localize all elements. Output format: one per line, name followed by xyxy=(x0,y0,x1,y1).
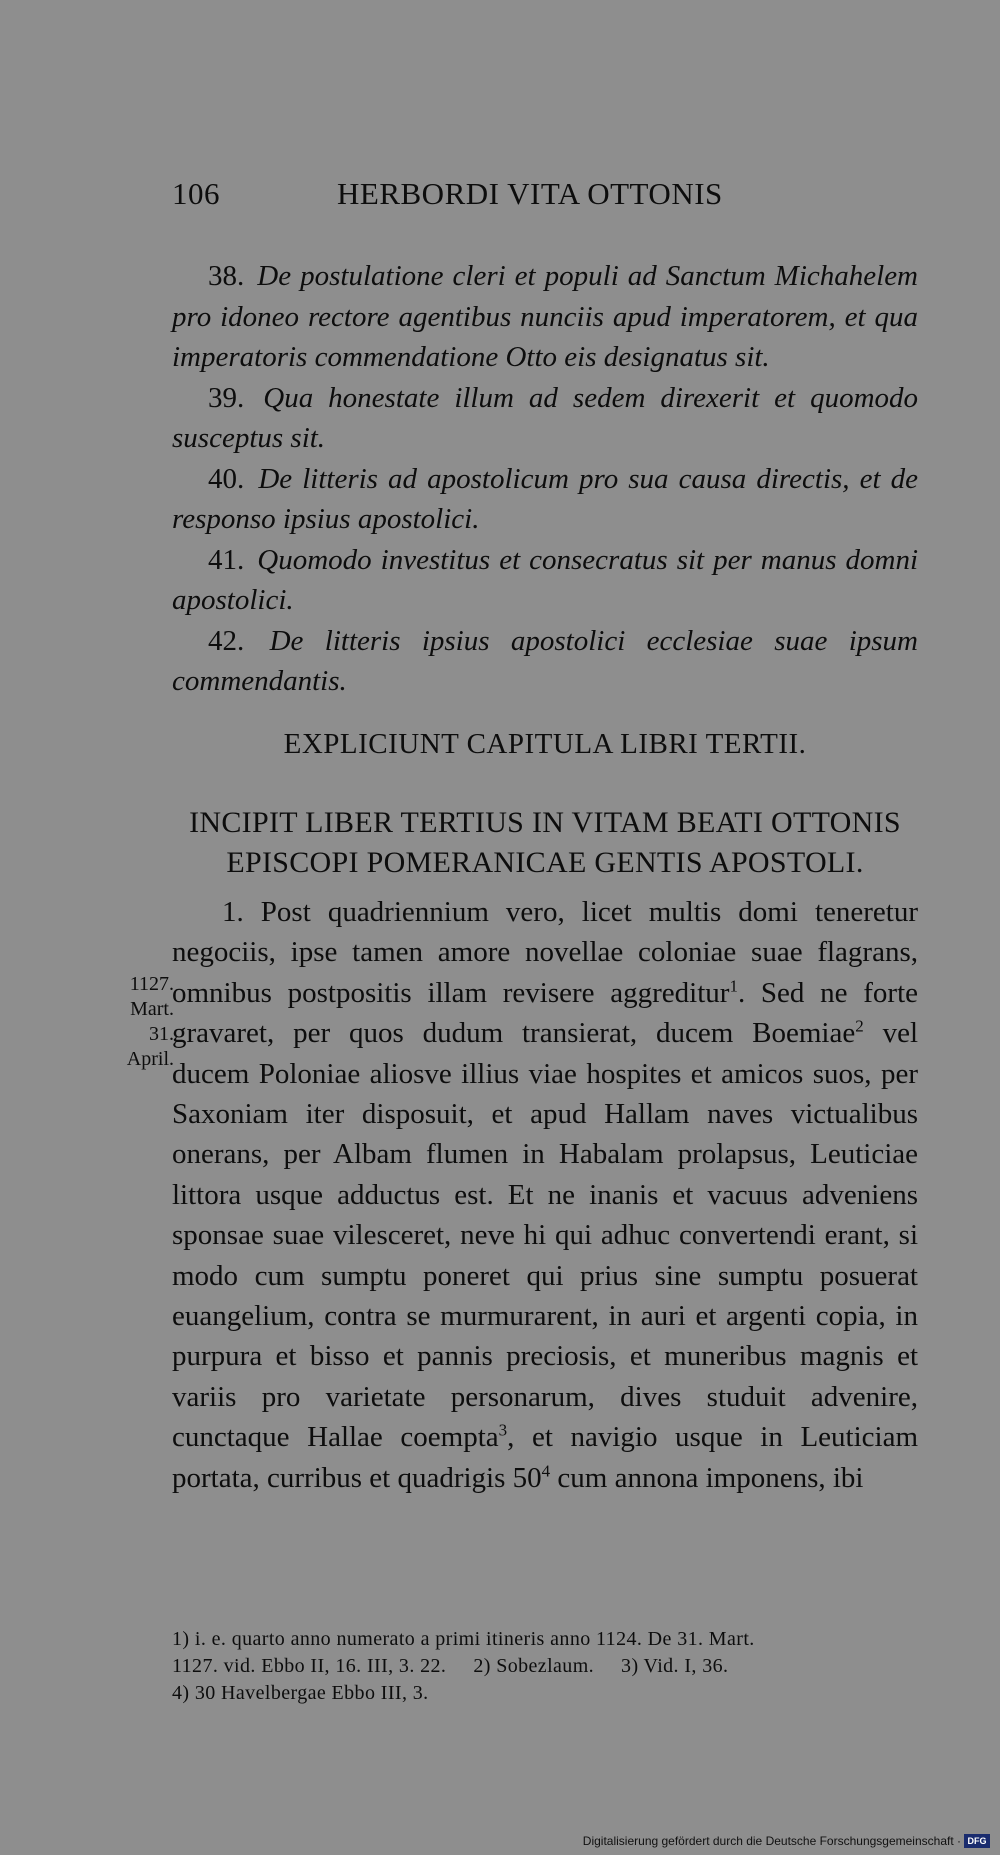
dfg-logo-icon: DFG xyxy=(964,1834,990,1848)
margin-month: Mart. xyxy=(130,998,174,1020)
chapter-title: Quomodo investitus et consecratus sit per manus domni apostolici. xyxy=(172,543,919,616)
chapter-title: De postulatione cleri et populi ad Sanctum Michahelem pro idoneo rectore agentibus nunciis apud imperatorem, et qua imperatoris commendatione Otto eis designatus sit. xyxy=(172,260,919,373)
explicit-heading: EXPLICIUNT CAPITULA LIBRI TERTII. xyxy=(283,728,807,760)
chapter-title: Qua honestate illum ad sedem direxerit et quomodo susceptus sit. xyxy=(172,381,919,454)
chapter-number: 41. xyxy=(208,543,245,576)
text-run: 1. Post quadriennium vero, licet multis domi teneretur negociis, ipse tamen amore novellae coloniae suae flagrans, omnibus postpositis illam revisere aggreditur xyxy=(172,896,918,1009)
chapter-number: 40. xyxy=(208,462,245,495)
margin-month-2: April. xyxy=(126,1048,174,1070)
footnote-ref: 3 xyxy=(498,1420,508,1440)
book-heading-line-1: INCIPIT LIBER TERTIUS IN VITAM BEATI OTTONIS xyxy=(189,806,901,839)
chapter-number: 39. xyxy=(208,381,245,414)
footnote-line: 1) i. e. quarto anno numerato a primi itineris anno 1124. De 31. Mart. xyxy=(172,1628,755,1650)
page-number: 106 xyxy=(172,176,220,211)
footnote-line: 1127. vid. Ebbo II, 16. III, 3. 22. 2) Sobezlaum. 3) Vid. I, 36. xyxy=(172,1655,729,1677)
digitization-footer xyxy=(583,1831,990,1851)
chapter-number: 38. xyxy=(208,260,245,292)
chapter-entry xyxy=(172,378,918,459)
chapter-entry xyxy=(172,459,918,540)
book-heading xyxy=(172,803,918,883)
text-run: cum annona imponens, ibi xyxy=(550,1461,864,1494)
book-heading-line-2: EPISCOPI POMERANICAE GENTIS APOSTOLI. xyxy=(226,846,864,879)
footnotes xyxy=(172,1626,918,1707)
margin-date-note xyxy=(104,972,174,1072)
body-paragraph xyxy=(172,892,918,1498)
text-run: . Sed ne forte gravaret, per quos dudum transierat, ducem Boemiae xyxy=(172,976,919,1050)
paragraph-1 xyxy=(172,892,918,1498)
chapter-entry xyxy=(172,621,918,702)
chapter-title: De litteris ipsius apostolici ecclesiae suae ipsum commendantis. xyxy=(172,624,919,697)
text-run: vel ducem Poloniae aliosve illius viae hospites et amicos suos, per Saxoniam iter disposuit, et apud Hallam naves victualibus onerans, per Albam flumen in Habalam prolapsus, Leuticiae littora usque adductus est. Et ne inanis et vacuus adveniens sponsae suae vilesceret, neve hi qui adhuc convertendi erant, si modo cum sumptu poneret qui prius sine sumptu posuerat euangelium, contra se murmurarent, in auri et argenti copia, in purpura et bisso et pannis preciosis, et muneribus magnis et variis pro varietate personarum, dives studuit advenire, cunctaque Hallae coempta xyxy=(172,1017,918,1454)
text-run: , et navigio usque in Leuticiam portata, curribus et quadrigis 50 xyxy=(172,1421,918,1494)
footer-text: Digitalisierung gefördert durch die Deutsche Forschungsgemeinschaft · xyxy=(582,1834,961,1848)
footnote-ref: 4 xyxy=(541,1461,551,1481)
footnote-ref: 2 xyxy=(855,1016,864,1036)
chapter-entry xyxy=(172,256,918,378)
footnote-ref: 1 xyxy=(729,976,738,996)
chapter-list xyxy=(172,256,918,702)
footnote-line: 4) 30 Havelbergae Ebbo III, 3. xyxy=(172,1682,429,1704)
margin-day: 31. xyxy=(149,1023,174,1045)
margin-year: 1127. xyxy=(129,973,174,995)
chapter-entry xyxy=(172,540,918,621)
chapter-number: 42. xyxy=(208,624,245,657)
chapter-title: De litteris ad apostolicum pro sua causa directis, et de responso ipsius apostolici. xyxy=(172,462,919,535)
running-title: HERBORDI VITA OTTONIS xyxy=(337,176,723,211)
